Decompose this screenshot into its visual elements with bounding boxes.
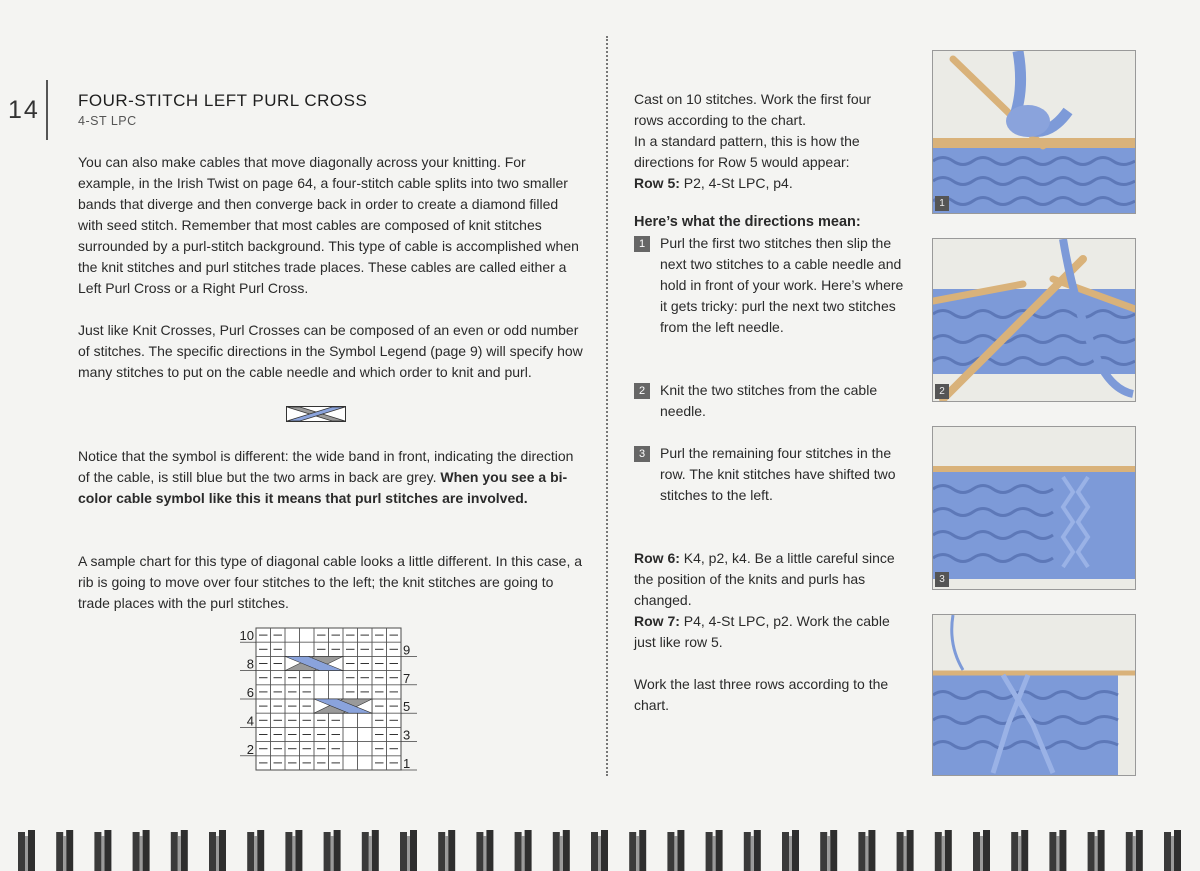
spiral-ring: [476, 830, 493, 871]
spiral-ring: [18, 830, 35, 871]
bicolor-plain-text: Notice that the symbol is different: the wide band in front, indicating the direction of the cable, is still blue but the two arms in back are grey.: [78, 448, 574, 485]
photo-step-2: [932, 238, 1136, 402]
spiral-ring: [1088, 830, 1105, 871]
spiral-ring: [667, 830, 684, 871]
chart-row-label-left: 8: [246, 656, 254, 672]
closing-text: Work the last three rows according to the chart.: [634, 676, 889, 713]
spiral-ring: [1126, 830, 1143, 871]
spiral-ring: [362, 830, 379, 871]
chart-row-label-left: 2: [246, 741, 254, 757]
row6-label: Row 6:: [634, 550, 680, 566]
spiral-ring: [247, 830, 264, 871]
row6-direction: [634, 548, 904, 611]
spiral-ring: [782, 830, 799, 871]
cast-on-text: Cast on 10 stitches. Work the first four rows according to the chart.: [634, 91, 872, 128]
spiral-ring: [1011, 830, 1028, 871]
step-1-number: 1: [634, 236, 650, 252]
spiral-ring: [1164, 830, 1181, 871]
spiral-ring: [1049, 830, 1066, 871]
step-1: [634, 233, 909, 338]
step-3-number: 3: [634, 446, 650, 462]
chart-row-label-right: 5: [403, 699, 411, 715]
spiral-ring: [209, 830, 226, 871]
step-2-number: 2: [634, 383, 650, 399]
spiral-ring: [324, 830, 341, 871]
column-divider: [606, 36, 608, 776]
spiral-ring: [285, 830, 302, 871]
spiral-ring: [553, 830, 570, 871]
spiral-ring: [973, 830, 990, 871]
paragraph-intro: You can also make cables that move diagonally across your knitting. For example, in the Irish Twist on page 64, a four-stitch cable splits into two smaller bands that diverge and then converge back in order to create a diamond filled with seed stitch. Remember that most cables are composed of knit stitches surrounded by a purl-stitch background. This type of cable is accomplished when the knit stitches and purl stitches trade places. These cables are called either a Left Purl Cross or a Right Purl Cross.: [78, 154, 579, 296]
photo-1-badge: 1: [935, 196, 949, 211]
row5-text: P2, 4-St LPC, p4.: [679, 175, 793, 191]
page-number: 14: [8, 96, 40, 124]
row5-label: Row 5:: [634, 175, 680, 191]
spiral-ring: [133, 830, 150, 871]
spiral-ring: [400, 830, 417, 871]
page-number-rule: [46, 80, 48, 140]
chart-row-label-right: 1: [403, 756, 411, 771]
row7-label: Row 7:: [634, 613, 680, 629]
step-3-text: Purl the remaining four stitches in the row. The knit stitches have shifted two stitches to the left.: [660, 445, 896, 503]
spiral-ring: [744, 830, 761, 871]
chart-row-label-left: 10: [239, 628, 254, 644]
spiral-ring: [591, 830, 608, 871]
chart-row-label-right: 9: [403, 642, 411, 658]
spiral-ring: [515, 830, 532, 871]
photo-2-badge: 2: [935, 384, 949, 399]
cable-symbol-icon: [286, 406, 346, 422]
photo-step-3: [932, 426, 1136, 590]
step-2-text: Knit the two stitches from the cable needle.: [660, 382, 878, 419]
spiral-ring: [935, 830, 952, 871]
step-1-text: Purl the first two stitches then slip the next two stitches to a cable needle and hold in front of your work. Here’s where it gets tricky: purl the next two stitches from the left needle.: [660, 235, 904, 335]
spiral-binding: [0, 822, 1200, 871]
chart-row-label-left: 6: [246, 685, 254, 700]
spiral-ring: [820, 830, 837, 871]
step-2: [634, 380, 909, 422]
chart-row-label-right: 3: [403, 727, 411, 743]
spiral-ring: [629, 830, 646, 871]
spiral-ring: [94, 830, 111, 871]
spiral-ring: [171, 830, 188, 871]
chart-row-label-left: 4: [246, 713, 254, 729]
paragraph-bicolor-symbol: [78, 446, 583, 509]
step-3: [634, 443, 909, 506]
photo-step-1: [932, 50, 1136, 214]
row5-direction: [634, 173, 904, 194]
section-subtitle: 4-ST LPC: [78, 114, 137, 128]
photo-finished-swatch: [932, 614, 1136, 776]
paragraph-purl-crosses: Just like Knit Crosses, Purl Crosses can be composed of an even or odd number of stitches. The specific directions in the Symbol Legend (page 9) will specify how many stitches to put on the cable needle and which order to knit and purl.: [78, 322, 583, 380]
spiral-ring: [706, 830, 723, 871]
spiral-ring: [858, 830, 875, 871]
paragraph-sample-chart: A sample chart for this type of diagonal cable looks a little different. In this case, a rib is going to move over four stitches to the left; the knit stitches are going to trade places with the purl stitches.: [78, 553, 583, 611]
standard-pattern-text: In a standard pattern, this is how the directions for Row 5 would appear:: [634, 133, 860, 170]
row7-direction: [634, 611, 904, 653]
chart-row-label-right: 7: [403, 670, 411, 686]
section-title: FOUR-STITCH LEFT PURL CROSS: [78, 91, 368, 110]
photo-3-badge: 3: [935, 572, 949, 587]
row7-text: P4, 4-St LPC, p2. Work the cable just like row 5.: [634, 613, 890, 650]
directions-heading: Here’s what the directions mean:: [634, 214, 861, 230]
row6-text: K4, p2, k4. Be a little careful since the position of the knits and purls has changed.: [634, 550, 895, 608]
bicolor-bold-text: When you see a bi-color cable symbol like this it means that purl stitches are involved.: [78, 469, 568, 506]
spiral-ring: [897, 830, 914, 871]
spiral-ring: [438, 830, 455, 871]
spiral-ring: [56, 830, 73, 871]
knitting-chart: [238, 626, 418, 772]
